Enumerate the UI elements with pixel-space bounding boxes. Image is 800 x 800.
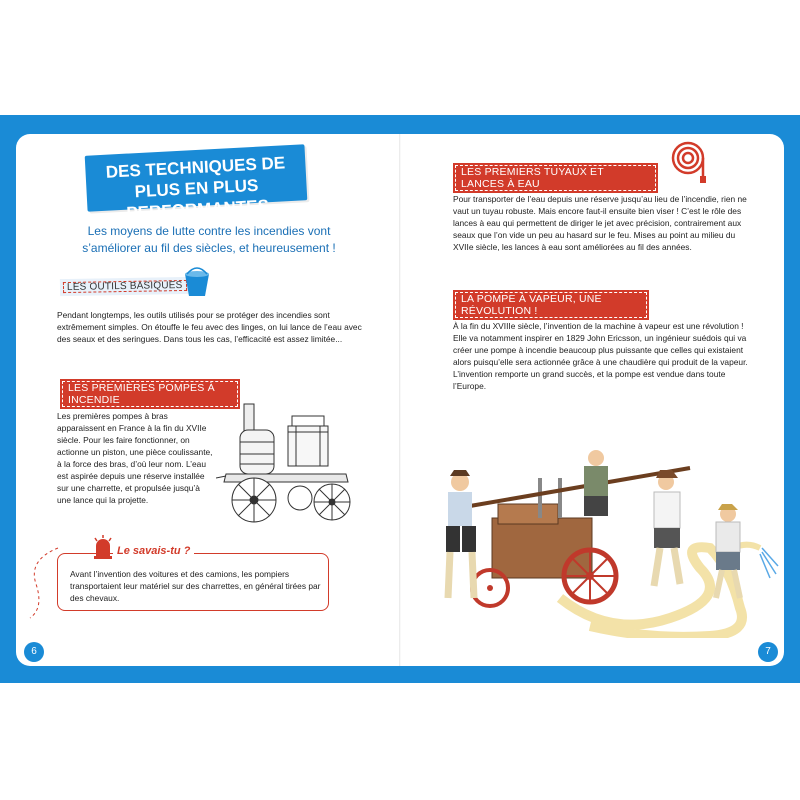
steam-pump-text: À la fin du XVIIIe siècle, l’invention de la machine à vapeur est une révolution ! Elle va notamment inspirer en 1829 John Ericsson, un ingénieur suédois qui va créer une pompe à incendie beaucoup plus puissante que celles qui existaient alors puisqu’elle sera actionnée grâce à une chaudière qui produit de la vapeur. L’invention remporte un grand succès, et la pompe est vendue dans toute l’Europe. <box>453 321 748 391</box>
main-title: DES TECHNIQUES DE PLUS EN PLUS PERFORMANTES <box>85 144 308 211</box>
siren-icon <box>92 534 114 560</box>
section-heading-hoses <box>453 163 658 193</box>
hoses-text: Pour transporter de l’eau depuis une réserve jusqu’au lieu de l’incendie, rien ne vaut un tuyau robuste. Mais encore faut-il ensuite bien viser ! C’est le rôle des lances à eau qui permettent de diriger le jet avec précision, contrairement aux seaux que l’on vide un peu au hasard sur le feu. Mises au point au milieu du XVIIe siècle, les lances à eau sont améliorées au fil des années. <box>453 194 747 252</box>
section-heading-steam-pump <box>453 290 649 320</box>
hand-pump-illustration <box>410 448 782 638</box>
did-you-know-text: Avant l’invention des voitures et des camions, les pompiers transportaient leur matériel sur des charrettes, en général tirées par des chevaux. <box>70 569 321 603</box>
basic-tools-text: Pendant longtemps, les outils utilisés pour se protéger des incendies sont extrêmement simples. On étouffe le feu avec des linges, on lui lance de l’eau avec des seaux et des seringues. Dans tous les cas, l’efficacité est assez limitée... <box>57 310 362 344</box>
first-pumps-text: Les premières pompes à bras apparaissent en France à la fin du XVIIe siècle. Pour les faire fonctionner, on actionne un piston, une pièce coulissante, à la force des bras, d’où leur nom. L’eau est aspirée depuis une réserve installée sur une charrette, et propulsée jusqu’à une lance qui la projette. <box>57 411 213 505</box>
section-heading-basic-tools <box>60 277 190 296</box>
intro-text: Les moyens de lutte contre les incendies vont s’améliorer au fil des siècles, et heureusement ! <box>82 224 336 255</box>
dashed-decoration <box>26 540 66 620</box>
heading-text: LES PREMIERS TUYAUX ET LANCES À EAU <box>461 166 604 190</box>
hose-icon <box>668 140 708 184</box>
page-gutter <box>399 134 401 666</box>
steam-engine-illustration <box>216 402 362 526</box>
page-number-right: 7 <box>758 642 778 662</box>
did-you-know-title: Le savais-tu ? <box>113 545 194 557</box>
section-heading-first-pumps <box>60 379 240 409</box>
heading-text: LES OUTILS BASIQUES <box>66 279 183 294</box>
heading-text: LA POMPE À VAPEUR, UNE RÉVOLUTION ! <box>461 293 602 317</box>
page-number-left: 6 <box>24 642 44 662</box>
bucket-icon <box>180 266 214 298</box>
heading-text: LES PREMIÈRES POMPES À INCENDIE <box>68 382 215 406</box>
